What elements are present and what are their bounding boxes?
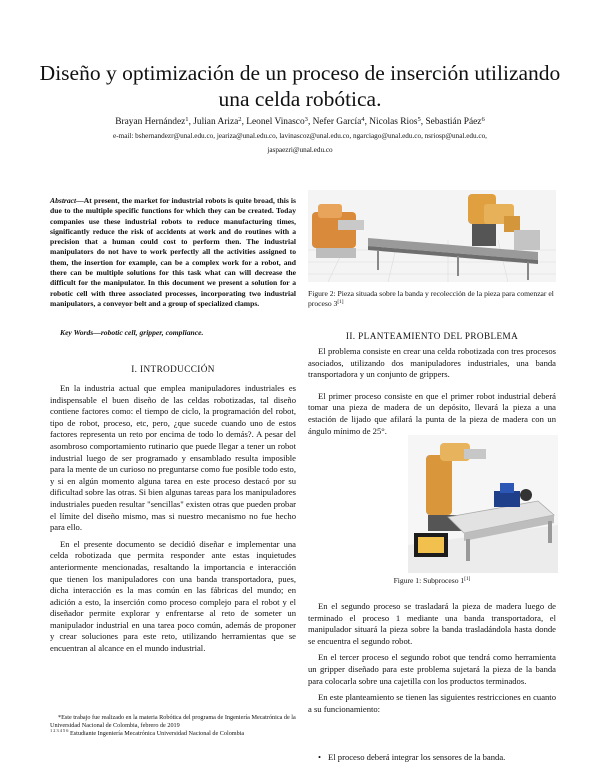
section-heading-planteamiento: II. PLANTEAMIENTO DEL PROBLEMA — [345, 331, 519, 341]
paragraph: El problema consiste en crear una celda robotizada con tres procesos asociados, utilizando dos manipuladores industriales, una banda transportadora y un conjunto de grippers. — [308, 346, 556, 380]
figure-1-render — [408, 435, 558, 573]
author: Brayan Hernández$^1$, — [115, 116, 194, 127]
restriction-list-item: • El proceso deberá integrar los sensores de la banda. — [318, 752, 506, 762]
author: Sebastián Páez$^6$ — [425, 116, 485, 127]
section-body-planteamiento-b — [308, 601, 556, 720]
paragraph: En este planteamiento se tienen las siguientes restricciones en cuanto a su funcionamiento: — [308, 692, 556, 714]
deposit-box — [414, 533, 448, 557]
figure-1 — [408, 435, 558, 573]
keywords: Key Words—robotic cell, gripper, compliance. — [60, 328, 204, 337]
paragraph: En el segundo proceso se trasladará la pieza de madera luego de terminado el proceso 1 mediante una banda transportadora, el manipulador situará la pieza sobre la banda trasladándola hasta donde se encuentra el segundo robot. — [308, 601, 556, 646]
section-body-planteamiento-a — [308, 346, 556, 442]
abstract — [50, 196, 296, 309]
paragraph: En la industria actual que emplea manipuladores industriales es indispensable el buen diseño de las celdas robotizadas, tal diseño contiene factores como: el tiempo de ciclo, la programación del robot, tipo de robot, proceso, etc, pero, ¿que sucede cuando uno de estos factores representa un reto por encima de todo lo demás?. A pesar del asombroso comportamiento rutinario que puede llegar a tener un robot industrial luego de ser programado y ensamblado resulta imposible para la mente de un curioso no preguntarse como fue posible todo esto, y si en algún momento alguna tarea en este proceso destacó por su dificultad sobre las otras. Si bien algunas tareas para los manipuladores industriales pueden resultar "sencillas" existen otras que pueden probar el límite del diseño mismo, mas si nuestro mecanismo no fue hecho para ello. — [50, 383, 296, 533]
author: Nicolas Rios$^5$, — [369, 116, 426, 127]
section-body-introduccion — [50, 383, 296, 660]
paper-title: Diseño y optimización de un proceso de inserción utilizando una celda robótica. — [39, 61, 561, 111]
footnote-line: $^{1 2 3 4 5 6}$ Estudiante Ingeniería Mecatrónica Universidad Nacional de Colombia — [50, 728, 245, 737]
email-line: e-mail: bshernandezr@unal.edu.co, jeariza@unal.edu.co, lavinascoz@unal.edu.co, ngarciago@unal.edu.co, nsriosp@unal.edu.co, — [113, 132, 487, 140]
author: Leonel Vinasco$^3$, — [246, 116, 313, 127]
paragraph: El primer proceso consiste en que el primer robot industrial deberá tomar una pieza de madera de un depósito, llevará la pieza a una estación de lijado que afilará la punta de la pieza de madera con un ángulo mínimo de 25°. — [308, 390, 556, 436]
footnote-sups: 1 2 3 4 5 6 — [50, 728, 69, 733]
bullet-icon: • — [318, 752, 322, 762]
figure-2-render — [308, 190, 556, 282]
abstract-text: —At present, the market for industrial robots is quite broad, this is due to the multiple specific functions for which they can be created. Today companies use these industrial robots to reduce manufacturing times, significantly reduce the risk of accidents at work and do routines with a precision that a human could cost to perform then. The industrial manipulators do not have to work perfectly all the activities assigned to them, the insertion for example, can be a complex work for a robot, and there can be multiple solutions for this task what can will decrease the difficult for the manipulator. In this document we present a solution for a robotic cell with three associated processes, incorporating two industrial manipulators, a conveyor belt and a group of specialized clamps. — [50, 196, 296, 308]
section-heading-introduccion: I. INTRODUCCIÓN — [131, 364, 215, 374]
figure-2 — [308, 190, 556, 282]
figure-1-caption: Figure 1: Subproceso 1[1] — [393, 576, 471, 585]
paragraph: En el presente documento se decidió diseñar e implementar una celda robotizada que permita responder ante estas inquietudes anteriormente mencionadas, resaltando la importancia e interacción que tienen los manipuladores con una banda transportadora, pues, dicha interacción es la mas común en las fábricas del mundo; en adición a esto, la inserción como proceso complejo para el robot y el diseñador permite explorar y enfrentarse al reto de someter un manipulador industrial en una tarea poco común, además de proponer y crear soluciones para este reto, utilizando herramientas que se encuentran al alcance en el mundo industrial. — [50, 538, 296, 654]
author-list — [30, 116, 570, 128]
footnote-line: *Este trabajo fue realizado en la materia Robótica del programa de Ingeniería Mecatrónica de la Universidad Nacional de Colombia, febrero de 2019 — [50, 714, 296, 729]
author: Julian Ariza$^2$, — [193, 116, 247, 127]
footnote — [50, 714, 296, 738]
abstract-label: Abstract — [50, 196, 77, 205]
paragraph: En el tercer proceso el segundo robot que tendrá como herramienta un gripper diseñado para este problema sujetará la pieza de la banda para colocarla sobre una cajetilla con los productos terminados. — [308, 652, 556, 686]
author: Nefer García$^4$, — [312, 116, 370, 127]
email-line: jaspaezri@unal.edu.co — [267, 146, 333, 154]
figure-2-caption: Figure 2: Pieza situada sobre la banda y recolección de la pieza para comenzar el proceso 3[1] — [308, 289, 554, 308]
author-emails — [50, 129, 550, 157]
